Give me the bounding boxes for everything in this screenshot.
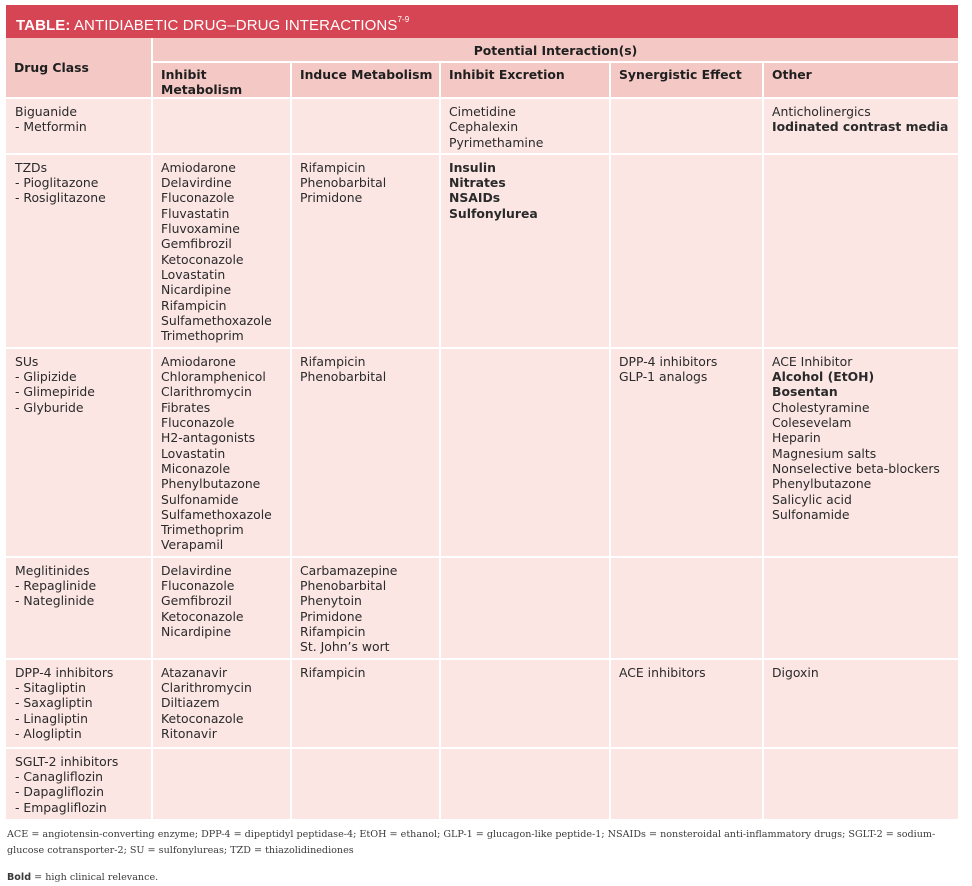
inhibit-metabolism-cell — [153, 747, 292, 819]
table-citation: 7-9 — [397, 15, 410, 24]
header-induce-metabolism: Induce Metabolism — [292, 63, 441, 97]
table-row — [6, 747, 958, 819]
inhibit-excretion-cell — [441, 658, 611, 747]
header-inhibit-excretion: Inhibit Excretion — [441, 63, 611, 97]
interacting-drug: Amiodarone — [161, 353, 236, 369]
inhibit-metabolism-cell — [153, 556, 292, 658]
interacting-drug: Phenobarbital — [300, 369, 387, 385]
induce-metabolism-cell — [292, 153, 441, 347]
inhibit-metabolism-cell — [153, 97, 292, 153]
interacting-drug: Rifampicin — [300, 664, 366, 680]
table-row — [6, 97, 958, 153]
interacting-drug: Ritonavir — [161, 725, 217, 741]
drug-class-name: Biguanide — [15, 104, 78, 119]
synergistic-effect-cell — [611, 747, 764, 819]
synergistic-effect-cell — [611, 658, 764, 747]
table-figure — [6, 5, 958, 886]
interacting-drug: Verapamil — [161, 537, 224, 553]
drug-class-member: - Linagliptin — [15, 710, 88, 726]
interacting-drug: NSAIDs — [449, 190, 501, 206]
interacting-drug: Phenobarbital — [300, 175, 387, 191]
interacting-drug: Fluvoxamine — [161, 221, 240, 237]
header-inhibit-metabolism: Inhibit Metabolism — [153, 63, 292, 97]
interacting-drug: Insulin — [449, 159, 496, 175]
induce-metabolism-cell — [292, 658, 441, 747]
interacting-drug: Gemfibrozil — [161, 593, 232, 609]
interacting-drug: Nicardipine — [161, 282, 232, 298]
inhibit-metabolism-cell — [153, 658, 292, 747]
drug-class-member: - Glimepiride — [15, 384, 95, 400]
other-cell — [764, 347, 958, 556]
interacting-drug: Amiodarone — [161, 159, 236, 175]
drug-class-name: Meglitinides — [15, 562, 90, 578]
table-row — [6, 658, 958, 747]
interacting-drug: Fibrates — [161, 399, 211, 415]
interacting-drug: Lovastatin — [161, 266, 226, 282]
interacting-drug: Clarithromycin — [161, 384, 252, 400]
drug-class-member: - Nateglinide — [15, 593, 95, 609]
interacting-drug: Phenylbutazone — [772, 476, 872, 492]
drug-class-member: - Rosiglitazone — [15, 190, 106, 206]
interacting-drug: Salicylic acid — [772, 491, 852, 507]
interacting-drug: Fluconazole — [161, 415, 235, 431]
interacting-drug: Cephalexin — [449, 119, 519, 135]
interacting-drug: Sulfonamide — [161, 491, 239, 507]
interacting-drug: Pyrimethamine — [449, 134, 544, 150]
interacting-drug: Clarithromycin — [161, 680, 252, 696]
interacting-drug: Nicardipine — [161, 623, 232, 639]
drug-class-member: - Metformin — [15, 119, 87, 135]
drug-class-member: - Saxagliptin — [15, 695, 93, 711]
drug-class-name: SUs — [15, 353, 39, 369]
interacting-drug: Carbamazepine — [300, 562, 398, 578]
drug-class-name: DPP-4 inhibitors — [15, 664, 114, 680]
interacting-drug: Ketoconazole — [161, 710, 244, 726]
table-label: TABLE: — [16, 17, 71, 34]
synergistic-effect-cell — [611, 97, 764, 153]
induce-metabolism-cell — [292, 556, 441, 658]
drug-class-cell — [6, 658, 153, 747]
drug-class-name: TZDs — [15, 159, 48, 175]
drug-class-cell — [6, 347, 153, 556]
header-other: Other — [764, 63, 958, 97]
table-title: ANTIDIABETIC DRUG–DRUG INTERACTIONS — [73, 17, 398, 34]
table-row — [6, 556, 958, 658]
drug-class-cell — [6, 556, 153, 658]
synergistic-effect-cell — [611, 556, 764, 658]
interacting-drug: Ketoconazole — [161, 608, 244, 624]
interacting-drug: Nitrates — [449, 175, 506, 191]
drug-class-member: - Dapagliflozin — [15, 784, 104, 800]
drug-class-member: - Glyburide — [15, 399, 84, 415]
interacting-drug: ACE Inhibitor — [772, 353, 853, 369]
drug-class-member: - Alogliptin — [15, 725, 82, 741]
header-synergistic-effect: Synergistic Effect — [611, 63, 764, 97]
table-row — [6, 347, 958, 556]
drug-class-header: Drug Class — [6, 38, 153, 97]
interacting-drug: Atazanavir — [161, 664, 228, 680]
interacting-drug: DPP-4 inhibitors — [619, 353, 718, 369]
interacting-drug: Phenytoin — [300, 593, 362, 609]
drug-class-cell — [6, 153, 153, 347]
drug-class-member: - Empagliflozin — [15, 799, 107, 815]
interacting-drug: H2-antagonists — [161, 430, 256, 446]
interacting-drug: Colesevelam — [772, 415, 852, 431]
interacting-drug: Rifampicin — [161, 297, 227, 313]
induce-metabolism-cell — [292, 347, 441, 556]
inhibit-excretion-cell — [441, 97, 611, 153]
bold-legend-text: = high clinical relevance. — [31, 871, 159, 883]
interacting-drug: Rifampicin — [300, 159, 366, 175]
induce-metabolism-cell — [292, 747, 441, 819]
inhibit-excretion-cell — [441, 747, 611, 819]
interacting-drug: Sulfamethoxazole — [161, 312, 272, 328]
interacting-drug: Rifampicin — [300, 353, 366, 369]
drug-class-member: - Repaglinide — [15, 578, 97, 594]
inhibit-metabolism-cell — [153, 347, 292, 556]
synergistic-effect-cell — [611, 347, 764, 556]
interacting-drug: Trimethoprim — [161, 328, 244, 344]
drug-class-cell — [6, 747, 153, 819]
interacting-drug: Phenobarbital — [300, 578, 387, 594]
interacting-drug: Sulfonamide — [772, 506, 850, 522]
drug-class-cell — [6, 97, 153, 153]
interacting-drug: Delavirdine — [161, 175, 232, 191]
interacting-drug: Cholestyramine — [772, 399, 870, 415]
bold-legend — [6, 870, 958, 886]
other-cell — [764, 153, 958, 347]
interacting-drug: Chloramphenicol — [161, 369, 266, 385]
interacting-drug: Lovastatin — [161, 445, 226, 461]
other-cell — [764, 556, 958, 658]
inhibit-metabolism-cell — [153, 153, 292, 347]
interacting-drug: Anticholinergics — [772, 104, 871, 119]
interacting-drug: Diltiazem — [161, 695, 220, 711]
interacting-drug: Iodinated contrast media — [772, 119, 949, 135]
interacting-drug: Alcohol (EtOH) — [772, 369, 875, 385]
interacting-drug: Fluvastatin — [161, 205, 230, 221]
interacting-drug: St. John’s wort — [300, 639, 390, 655]
interacting-drug: Primidone — [300, 608, 363, 624]
interacting-drug: ACE inhibitors — [619, 664, 706, 680]
drug-class-name: SGLT-2 inhibitors — [15, 753, 119, 769]
interacting-drug: Delavirdine — [161, 562, 232, 578]
bold-legend-key: Bold — [7, 871, 32, 883]
interacting-drug: Primidone — [300, 190, 363, 206]
drug-class-member: - Canagliflozin — [15, 769, 104, 785]
potential-interactions-header: Potential Interaction(s) — [153, 38, 958, 63]
interacting-drug: Phenylbutazone — [161, 476, 261, 492]
synergistic-effect-cell — [611, 153, 764, 347]
other-cell — [764, 658, 958, 747]
abbreviations-footnote: ACE = angiotensin-converting enzyme; DPP-4 = dipeptidyl peptidase-4; EtOH = ethanol; GLP-1 = glucagon-like peptide-1; NSAIDs = nonsteroidal anti-inflammatory drugs; SGLT-2 = sodium-glucose cotransporter-2; SU = sulfonylureas; TZD = thiazolidinediones — [7, 828, 936, 856]
inhibit-excretion-cell — [441, 556, 611, 658]
interacting-drug: Digoxin — [772, 664, 819, 680]
interacting-drug: Fluconazole — [161, 578, 235, 594]
interacting-drug: Miconazole — [161, 460, 231, 476]
interacting-drug: Nonselective beta-blockers — [772, 460, 940, 476]
drug-class-member: - Pioglitazone — [15, 175, 99, 191]
inhibit-excretion-cell — [441, 153, 611, 347]
interacting-drug: Fluconazole — [161, 190, 235, 206]
interacting-drug: Sulfamethoxazole — [161, 506, 272, 522]
drug-class-member: - Sitagliptin — [15, 680, 86, 696]
interacting-drug: Trimethoprim — [161, 522, 244, 538]
induce-metabolism-cell — [292, 97, 441, 153]
inhibit-excretion-cell — [441, 347, 611, 556]
interacting-drug: Rifampicin — [300, 623, 366, 639]
interacting-drug: Ketoconazole — [161, 251, 244, 267]
interacting-drug: Gemfibrozil — [161, 236, 232, 252]
table-row — [6, 153, 958, 347]
drug-class-member: - Glipizide — [15, 369, 77, 385]
table-banner — [6, 5, 958, 38]
interacting-drug: GLP-1 analogs — [619, 369, 708, 385]
interacting-drug: Cimetidine — [449, 104, 516, 119]
interacting-drug: Heparin — [772, 430, 821, 446]
interacting-drug: Sulfonylurea — [449, 205, 538, 221]
interactions-table — [6, 38, 958, 819]
interacting-drug: Magnesium salts — [772, 445, 877, 461]
other-cell — [764, 97, 958, 153]
other-cell — [764, 747, 958, 819]
interacting-drug: Bosentan — [772, 384, 838, 400]
